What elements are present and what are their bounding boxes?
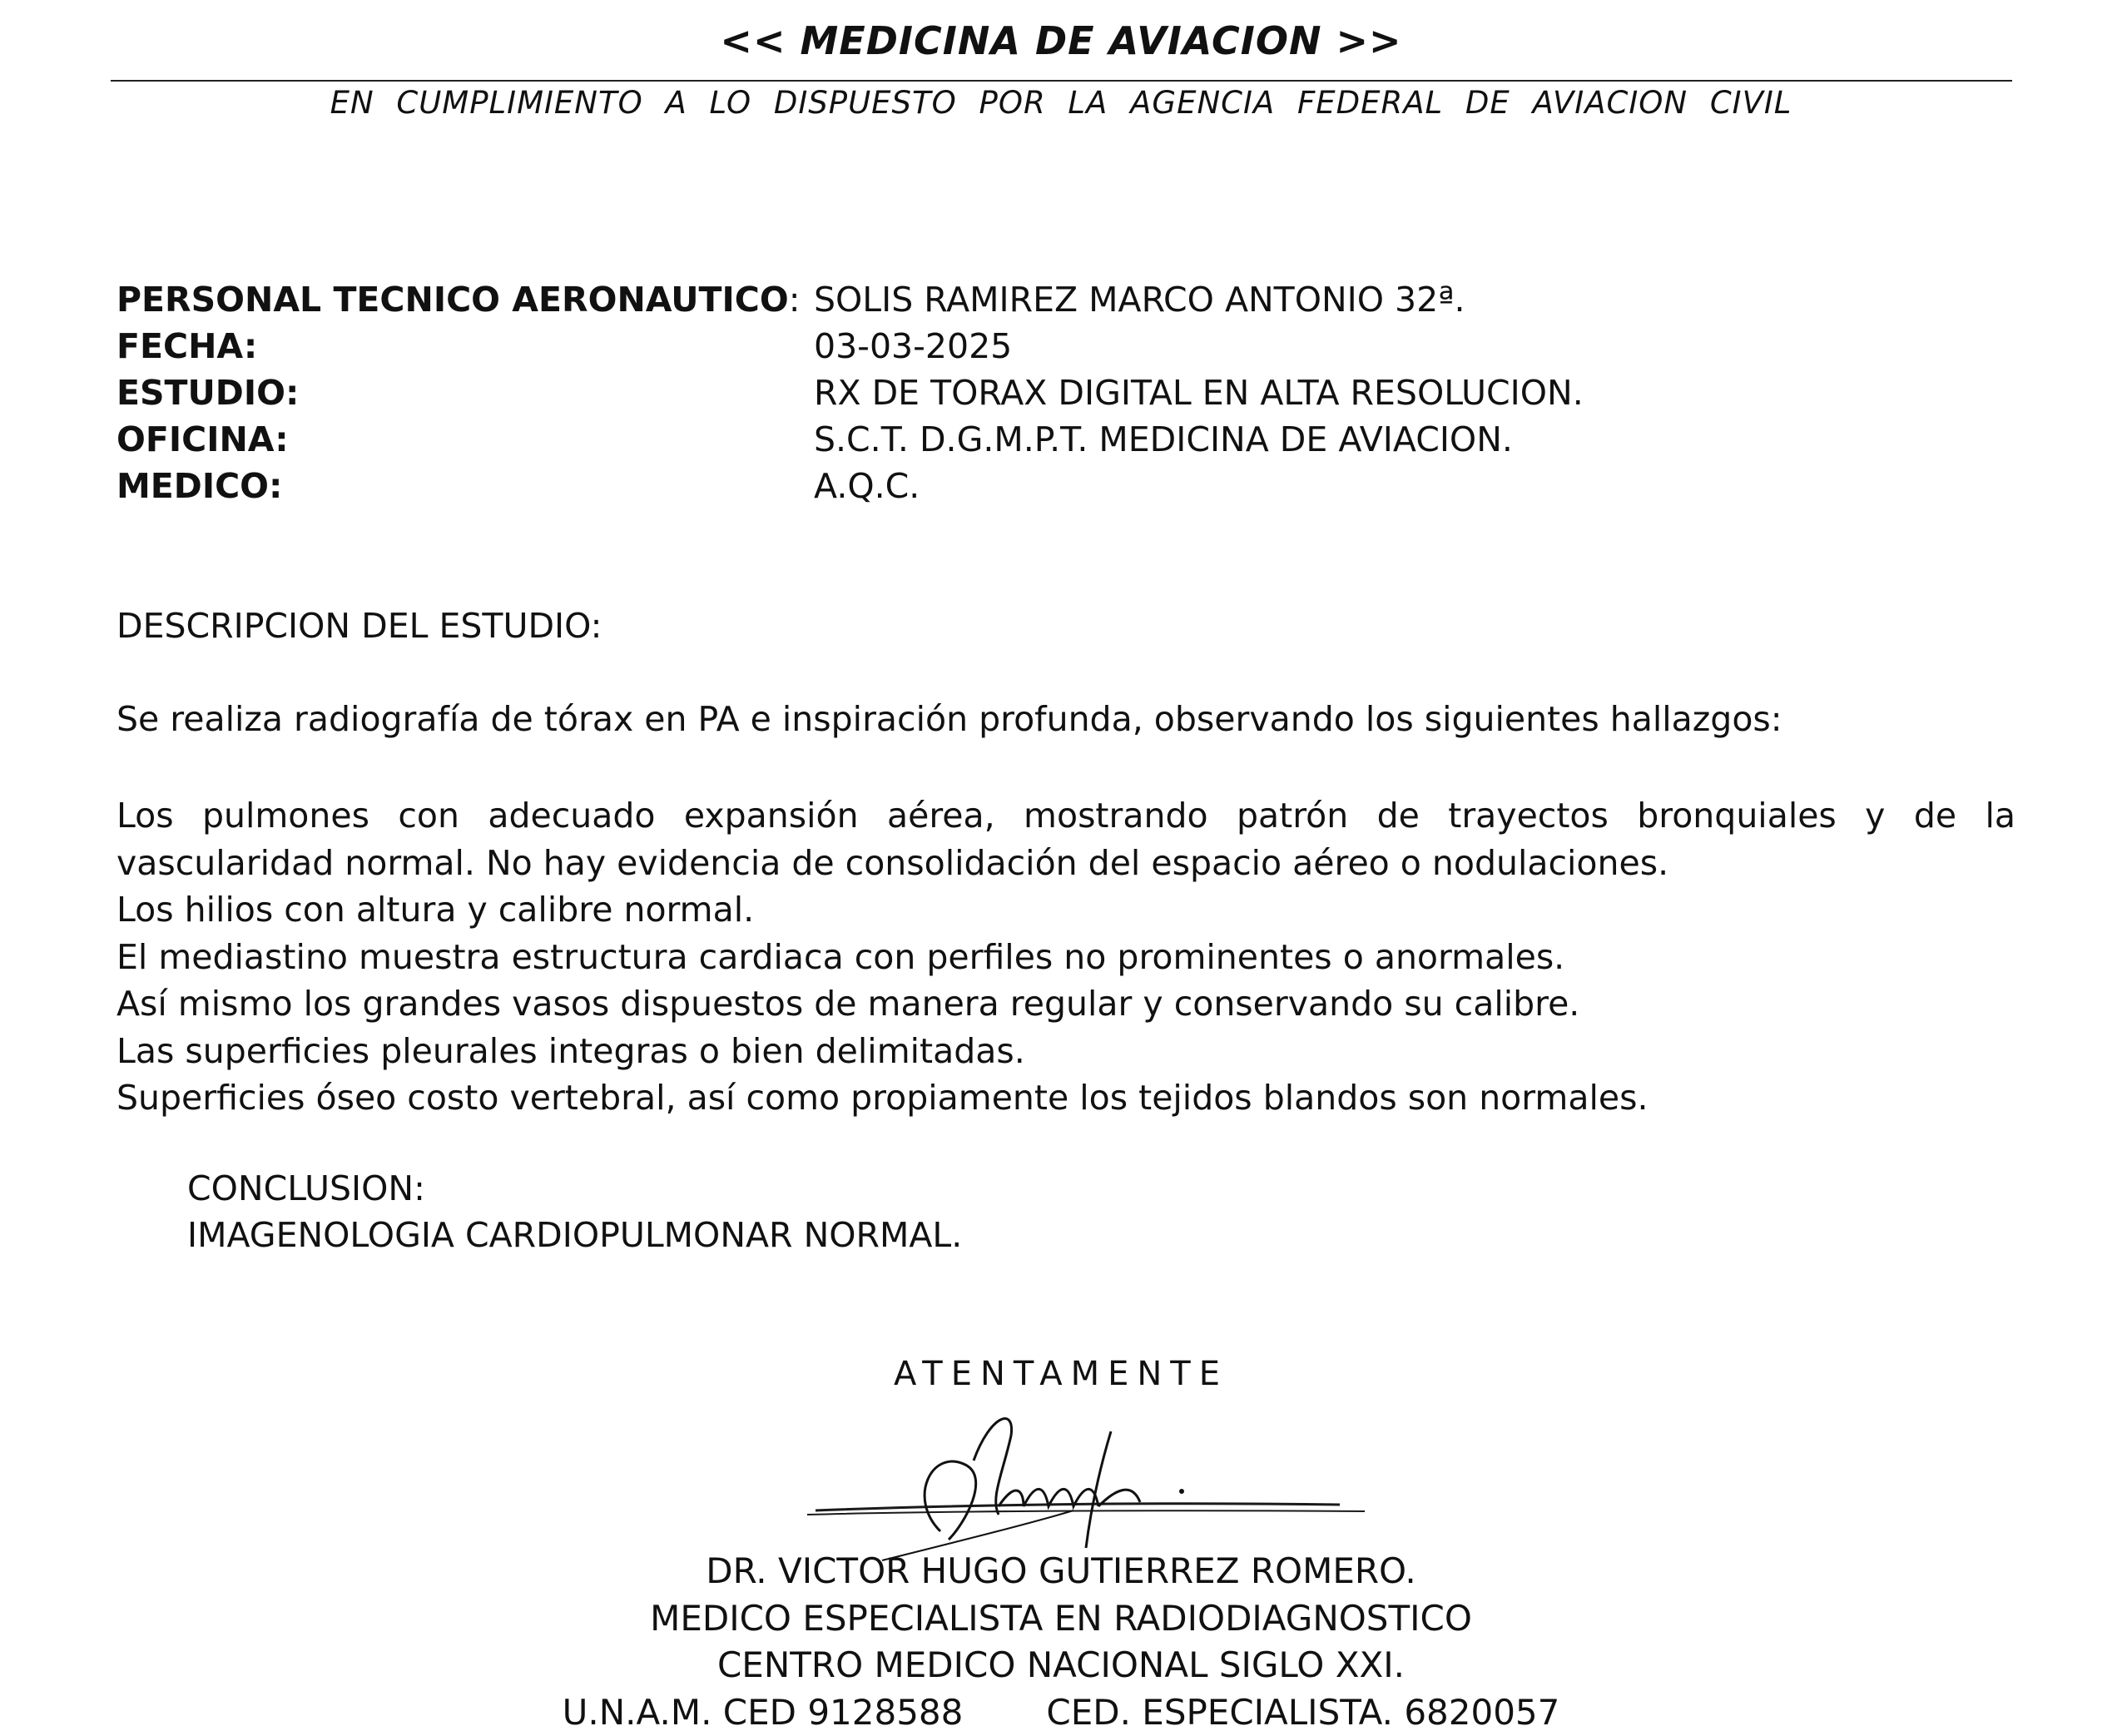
document-title: << MEDICINA DE AVIACION >>	[0, 18, 2122, 63]
header-divider	[111, 80, 2012, 82]
patient-fields	[117, 276, 2014, 509]
description-heading: DESCRIPCION DEL ESTUDIO:	[117, 606, 602, 646]
document-subtitle: EN CUMPLIMIENTO A LO DISPUESTO POR LA AGENCIA FEDERAL DE AVIACION CIVIL	[0, 85, 2122, 121]
finding-line: Los hilios con altura y calibre normal.	[117, 886, 2015, 934]
finding-line: Así mismo los grandes vasos dispuestos de manera regular y conservando su calibre.	[117, 980, 2015, 1028]
field-label-text: PERSONAL TECNICO AERONAUTICO	[117, 280, 789, 320]
field-value: RX DE TORAX DIGITAL EN ALTA RESOLUCION.	[814, 373, 1584, 413]
conclusion-heading: CONCLUSION:	[187, 1165, 962, 1212]
field-row-estudio	[117, 370, 2014, 416]
field-label	[117, 280, 814, 320]
field-value: A.Q.C.	[814, 466, 920, 506]
finding-line: Los pulmones con adecuado expansión aérea, mostrando patrón de trayectos bronquiales y de la	[117, 792, 2015, 840]
field-row-personal	[117, 276, 2014, 323]
findings-paragraph	[117, 792, 2015, 1122]
field-row-oficina	[117, 416, 2014, 463]
field-row-medico	[117, 463, 2014, 509]
field-label	[117, 466, 814, 506]
conclusion-block	[187, 1165, 962, 1258]
field-label-text: FECHA:	[117, 326, 257, 366]
field-label	[117, 419, 814, 459]
field-label-text: MEDICO:	[117, 466, 282, 506]
field-label-text: OFICINA:	[117, 419, 289, 459]
signer-title: MEDICO ESPECIALISTA EN RADIODIAGNOSTICO	[0, 1595, 2122, 1643]
finding-line: Las superficies pleurales integras o bien delimitadas.	[117, 1028, 2015, 1075]
signer-credentials	[0, 1689, 2122, 1736]
field-value: S.C.T. D.G.M.P.T. MEDICINA DE AVIACION.	[814, 419, 1513, 459]
conclusion-text: IMAGENOLOGIA CARDIOPULMONAR NORMAL.	[187, 1212, 962, 1258]
finding-line: Superficies óseo costo vertebral, así como propiamente los tejidos blandos son normales.	[117, 1074, 2015, 1122]
closing-salutation: ATENTAMENTE	[0, 1355, 2122, 1393]
field-row-fecha	[117, 323, 2014, 370]
finding-line: El mediastino muestra estructura cardiaca con perfiles no prominentes o anormales.	[117, 934, 2015, 981]
field-value: SOLIS RAMIREZ MARCO ANTONIO 32ª.	[814, 280, 1465, 320]
signer-block	[0, 1548, 2122, 1736]
signer-institution: CENTRO MEDICO NACIONAL SIGLO XXI.	[0, 1642, 2122, 1689]
field-label-text: ESTUDIO:	[117, 373, 299, 413]
finding-line: vascularidad normal. No hay evidencia de consolidación del espacio aéreo o nodulaciones.	[117, 840, 2015, 887]
signature-image	[799, 1398, 1381, 1565]
signer-ced-especialista: CED. ESPECIALISTA. 6820057	[1046, 1689, 1559, 1736]
signer-name: DR. VICTOR HUGO GUTIERREZ ROMERO.	[0, 1548, 2122, 1595]
field-label	[117, 326, 814, 366]
signer-ced: U.N.A.M. CED 9128588	[563, 1689, 964, 1736]
description-intro: Se realiza radiografía de tórax en PA e inspiración profunda, observando los siguientes hallazgos:	[117, 699, 1782, 739]
field-label	[117, 373, 814, 413]
field-value: 03-03-2025	[814, 326, 1012, 366]
field-label-colon: :	[789, 280, 801, 320]
